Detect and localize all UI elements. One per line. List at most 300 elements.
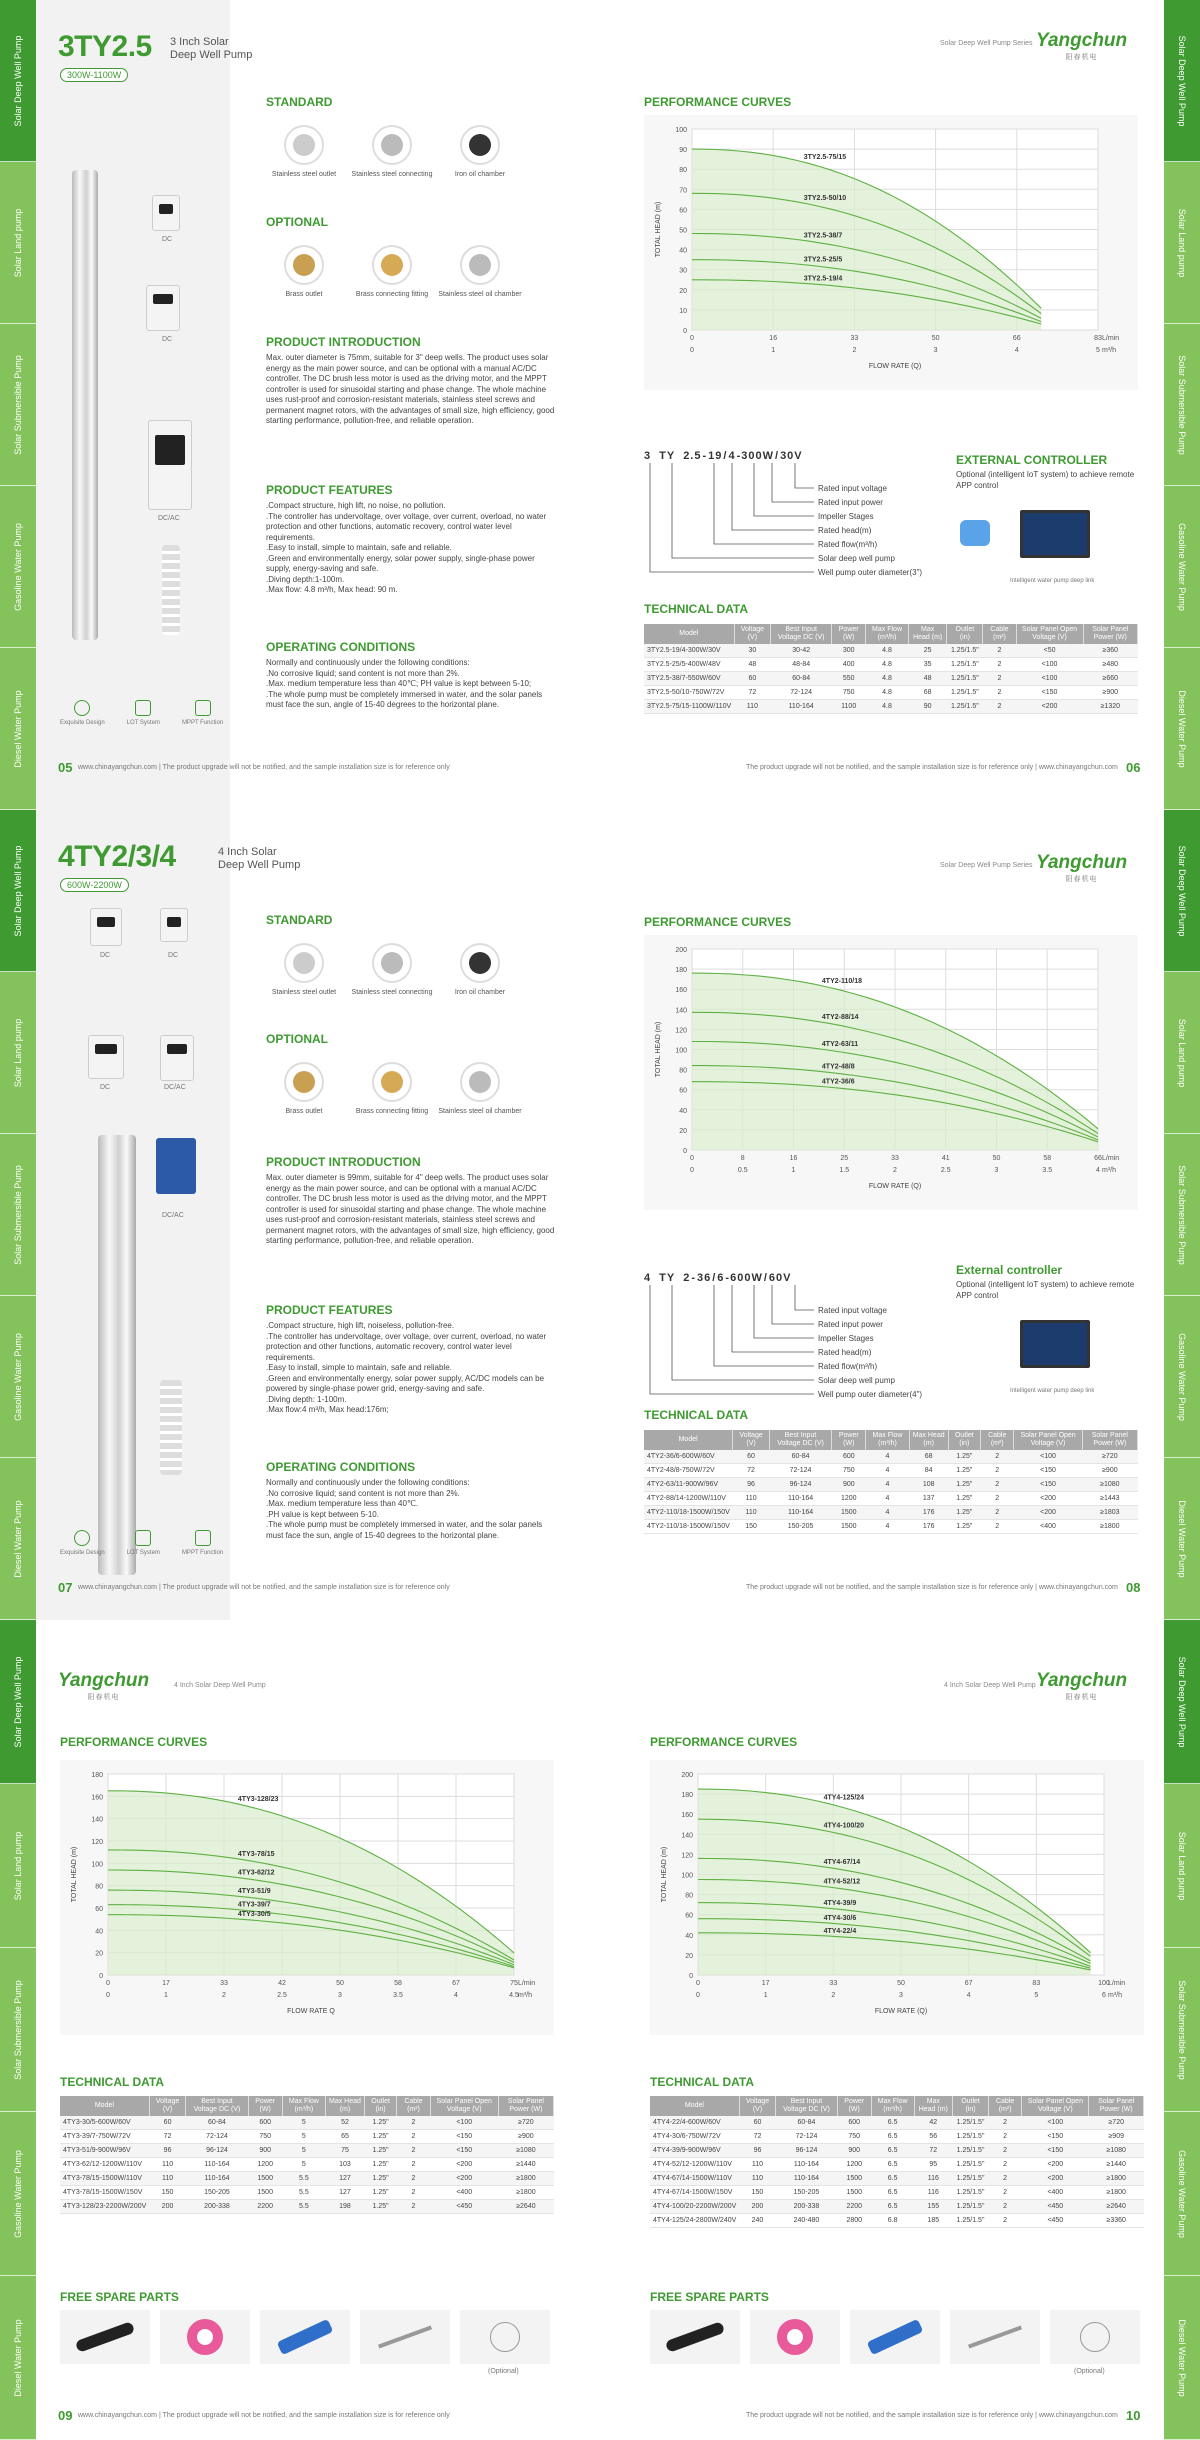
page-number-right: 06 [1126,760,1141,775]
table-cell: 72 [734,686,770,700]
series-label: 4TY4-125/24 [823,1794,865,1802]
side-tab[interactable]: Solar Deep Well Pump [1164,1620,1200,1784]
table-row [650,2158,1144,2172]
optional-heading: OPTIONAL [266,1032,328,1046]
table-cell: 4.8 [866,644,909,658]
side-tab[interactable]: Solar Submersible Pump [1164,1948,1200,2112]
impeller-image [162,545,180,635]
optional-note-left: (Optional) [488,2368,519,2375]
series-label: 4TY2-36/6 [821,1078,855,1086]
table-cell: 4TY3-30/5-600W/60V [60,2116,149,2130]
tech-heading: TECHNICAL DATA [644,1408,748,1422]
dc-controller-image-3 [88,1035,124,1079]
table-cell: ≥1443 [1082,1492,1137,1506]
y-tick-label: 70 [679,187,687,195]
side-tab[interactable]: Solar Deep Well Pump [0,1620,36,1784]
x-axis-title: FLOW RATE (Q) [868,363,922,370]
column-header: Solar Panel Power (W) [1089,2096,1144,2116]
table-cell: 176 [909,1520,948,1534]
table-row [650,2144,1144,2158]
table-cell: <150 [1014,1464,1082,1478]
table-cell: 60-84 [776,2116,838,2130]
table-cell: 900 [837,2144,871,2158]
table-cell: 1.25" [364,2158,396,2172]
column-header: Best Input Voltage DC (V) [771,624,832,644]
table-cell: 2 [397,2130,430,2144]
series-label: 3TY2.5-19/4 [803,275,843,283]
list-item: Solar deep well pump [818,554,895,563]
table-cell: 1.25/1.5" [953,2186,989,2200]
table-cell: <200 [1022,2172,1089,2186]
table-cell: 750 [832,686,866,700]
table-cell: ≥1800 [1082,1520,1137,1534]
side-tab[interactable]: Solar Land pump [1164,1784,1200,1948]
table-cell: 2 [983,686,1016,700]
column-header: Voltage (V) [733,1430,770,1450]
x-tick-label: 3 [338,1992,342,1999]
table-cell: 52 [325,2116,364,2130]
table-cell: 2 [989,2144,1022,2158]
x-unit-label: m³/h [518,1992,532,1999]
side-tabs-right [1164,1620,1200,2440]
performance-chart-4ty3 [60,1760,554,2035]
table-row [650,2130,1144,2144]
table-cell: 4TY2-36/6-600W/60V [644,1450,733,1464]
table-cell: 198 [325,2200,364,2214]
table-cell: 95 [914,2158,953,2172]
y-tick-label: 100 [675,127,687,134]
table-cell: 2 [397,2186,430,2200]
table-cell: 600 [248,2116,282,2130]
table-cell: <200 [1016,700,1083,714]
y-tick-label: 20 [685,1952,693,1960]
table-cell: 6.5 [871,2186,914,2200]
code-part: 3 [644,450,652,462]
spare-heading-left: FREE SPARE PARTS [60,2290,179,2304]
series-label: 4TY3-62/12 [237,1869,275,1877]
column-header: Best Input Voltage DC (V) [186,2096,248,2116]
table-cell: 110-164 [769,1506,831,1520]
list-item: .Max. medium temperature less than 40℃; PH value is kept between 5-10; [266,679,532,688]
table-cell: <400 [430,2186,498,2200]
x-tick-label: 75 [510,1980,518,1987]
side-tab[interactable]: Solar Submersible Pump [0,1134,36,1296]
table-cell: 2 [397,2172,430,2186]
table-cell: 150 [739,2186,775,2200]
list-item: .The controller has undervoltage, over voltage, over current, overload, no water protection and other functions, automatic recovery, control water level requirements. [266,1331,547,1362]
table-cell: 72-124 [769,1464,831,1478]
y-axis-title: TOTAL HEAD (m) [655,201,662,258]
table-cell: 110-164 [769,1492,831,1506]
side-tab[interactable]: Diesel Water Pump [0,1458,36,1620]
x-tick-label: 4 [966,1992,971,1999]
spare-tape-right [750,2310,840,2364]
x-tick-label: 66 [1094,1155,1102,1162]
table-cell: 60 [739,2116,775,2130]
code-part: 30V [780,450,803,462]
spare-sleeve-left [60,2310,150,2364]
series-label-left: 4 Inch Solar Deep Well Pump [174,1682,266,1689]
table-cell: 2 [983,672,1016,686]
table-cell: 600 [837,2116,871,2130]
x-tick-label: 0 [106,1980,110,1987]
table-cell: 4TY4-67/14-1500W/110V [650,2172,739,2186]
table-cell: ≥1800 [498,2186,553,2200]
brand-logo-left: Yangchun 阳春机电 [58,1670,150,1701]
table-row [60,2186,554,2200]
table-cell: 5 [282,2116,325,2130]
iot-icon: LOT System [127,700,160,726]
standard-parts [262,125,522,178]
side-tab[interactable]: Solar Deep Well Pump [1164,0,1200,162]
side-tab[interactable]: Diesel Water Pump [1164,648,1200,810]
side-tab[interactable]: Solar Land pump [1164,162,1200,324]
intro-text: Max. outer diameter is 75mm, suitable for 3" deep wells. The product uses solar energy as the main power source, and can be optional with a manual AC/DC controller. The DC brush less motor is used as the driving motor, and the MPPT controller is used for sinusoidal starting and phase change. The whole machine uses rust-proof and corrosion-resistant materials, stainless steel screws and permanent magnet rotors, with the advantages of small size, high efficiency, good starting performance, pollution-free, and reliable operation. [266,353,555,425]
side-tab[interactable]: Solar Deep Well Pump [0,0,36,162]
table-cell: 103 [325,2158,364,2172]
code-part: -300W [736,450,774,462]
table-row [650,2116,1144,2130]
list-item: .Diving depth: 1-100m. [266,1394,347,1404]
impeller-image [160,1380,182,1475]
y-tick-label: 20 [679,287,687,295]
table-cell: 1.25" [364,2186,396,2200]
x-tick-label: 0 [690,335,694,342]
table-cell: 110 [739,2172,775,2186]
column-header: Model [60,2096,149,2116]
dc-label-3: DC [100,1084,111,1091]
part-stainless-connecting: Stainless steel connecting [350,125,434,178]
table-cell: 30-42 [771,644,832,658]
side-tab[interactable]: Solar Land pump [0,162,36,324]
table-cell: 1.25/1.5" [947,700,983,714]
table-cell: 4 [866,1464,909,1478]
column-header: Solar Panel Power (W) [498,2096,553,2116]
operating-list [266,658,561,711]
model-title: 3TY2.5 [58,30,152,63]
y-tick-label: 180 [91,1772,103,1779]
model-subtitle: 4 Inch Solar Deep Well Pump [218,846,301,871]
x-axis-title: FLOW RATE (Q) [868,1183,922,1190]
table-cell: <100 [1022,2116,1089,2130]
y-tick-label: 200 [681,1772,693,1779]
controller-text: Optional (intelligent IoT system) to achieve remote APP control [956,470,1135,490]
table-cell: 110 [739,2158,775,2172]
side-tab[interactable]: Solar Submersible Pump [0,1948,36,2112]
table-cell: ≥3360 [1089,2214,1144,2228]
table-cell: 110 [149,2158,186,2172]
table-row [650,2186,1144,2200]
y-tick-label: 180 [675,967,687,975]
tech-table-4ty4 [650,2096,1144,2228]
x-tick-label: 50 [336,1980,344,1987]
table-cell: ≥2640 [1089,2200,1144,2214]
side-tab[interactable]: Diesel Water Pump [0,2276,36,2440]
table-cell: 2 [981,1492,1014,1506]
y-tick-label: 140 [681,1832,693,1840]
y-tick-label: 120 [675,1027,687,1035]
side-tab[interactable]: Diesel Water Pump [1164,2276,1200,2440]
code-part: 4 [728,450,736,462]
table-cell: 150 [733,1520,770,1534]
list-item: .The whole pump must be completely immersed in water, and the solar panels must face the sun, angle of 15-40 degrees to the horizontal plane. [266,1520,543,1540]
optional-note-right: (Optional) [1074,2368,1105,2375]
side-tab[interactable]: Solar Land pump [0,972,36,1134]
table-row [60,2158,554,2172]
table-cell: <200 [1014,1492,1082,1506]
dcac-label: DC/AC [158,515,180,522]
list-item: Rated head(m) [818,526,872,535]
code-legend [818,482,922,580]
table-cell: 4TY4-52/12-1200W/110V [650,2158,739,2172]
mppt-icon: MPPT Function [182,700,223,726]
table-cell: 150-205 [186,2186,248,2200]
table-cell: ≥900 [498,2130,553,2144]
x-tick-label: 4 [454,1992,458,1999]
code-part: - [691,1272,696,1284]
table-cell: <100 [430,2116,498,2130]
table-cell: 2200 [837,2200,871,2214]
table-cell: 75 [325,2144,364,2158]
dc-label-2: DC [162,336,173,343]
table-cell: 60 [733,1450,770,1464]
column-header: Solar Panel Open Voltage (V) [1014,1430,1082,1450]
operating-heading: OPERATING CONDITIONS [266,1460,416,1474]
table-cell: 2 [397,2144,430,2158]
table-cell: ≥1440 [498,2158,553,2172]
table-cell: 1.25" [364,2116,396,2130]
y-tick-label: 80 [95,1883,103,1891]
table-cell: 96-124 [769,1478,831,1492]
table-cell: <150 [1022,2130,1089,2144]
x-tick-label: 3.5 [1042,1167,1053,1174]
y-tick-label: 100 [681,1872,693,1880]
column-header: Power (W) [832,1430,866,1450]
side-tab[interactable]: Solar Submersible Pump [0,324,36,486]
table-cell: 96 [733,1478,770,1492]
table-cell: 30 [734,644,770,658]
pump-image [98,1135,136,1575]
brand-logo: Yangchun 阳春机电 [1036,30,1128,61]
x-tick-label: 58 [394,1980,402,1987]
side-tab[interactable]: Gasoline Water Pump [1164,486,1200,648]
code-part: 2.5 [683,450,702,462]
list-item: .No corrosive liquid; sand content is not more than 2%. [266,668,460,678]
table-cell: 2200 [248,2200,282,2214]
column-header: Max Head (m) [325,2096,364,2116]
table-cell: 60-84 [771,672,832,686]
x-tick-label: 67 [452,1980,460,1987]
x-tick-label: 16 [769,335,778,342]
table-row [644,1464,1138,1478]
spare-heading-right: FREE SPARE PARTS [650,2290,769,2304]
x-unit-label: L/min [1108,1980,1126,1987]
side-tab[interactable]: Gasoline Water Pump [0,486,36,648]
code-part: TY [659,1272,676,1284]
table-cell: 150-205 [769,1520,831,1534]
list-item: Normally and continuously under the following conditions: [266,1478,470,1487]
table-cell: 4 [866,1450,909,1464]
x-tick-label: 8 [740,1155,745,1162]
column-header: Cable (m²) [989,2096,1022,2116]
mppt-icon: MPPT Function [182,1530,223,1556]
table-cell: 25 [908,644,947,658]
table-cell: 150 [149,2186,186,2200]
x-tick-label: 2.5 [940,1167,951,1174]
table-cell: 4 [866,1478,909,1492]
list-item: Rated flow(m³/h) [818,540,878,549]
y-tick-label: 20 [679,1127,687,1135]
table-cell: 1.25/1.5" [953,2116,989,2130]
table-cell: 5.5 [282,2186,325,2200]
side-tab[interactable]: Gasoline Water Pump [0,1296,36,1458]
column-header: Outlet (in) [947,624,983,644]
side-tabs-right [1164,810,1200,1620]
code-part: 36 [696,1272,712,1284]
tech-heading: TECHNICAL DATA [644,602,748,616]
table-cell: <100 [1016,672,1083,686]
table-cell: 1500 [837,2172,871,2186]
code-leaders [644,460,814,580]
table-cell: 110 [734,700,770,714]
x-tick-label: 0 [106,1992,110,1999]
table-cell: 4TY2-110/18-1500W/150V [644,1520,733,1534]
code-part: / [763,1272,768,1284]
table-row [650,2172,1144,2186]
x-tick-label: 1 [771,347,776,354]
x-tick-label: 50 [992,1155,1001,1162]
x-tick-label: 50 [931,335,940,342]
side-tab[interactable]: Gasoline Water Pump [1164,2112,1200,2276]
list-item: Well pump outer diameter(3") [818,568,923,577]
x-tick-label: 83 [1032,1980,1041,1987]
dc-controller-image-2 [146,285,180,331]
series-label: 4TY3-78/15 [237,1850,275,1858]
x-tick-label: 3 [899,1992,903,1999]
brand-logo-right: Yangchun 阳春机电 [1036,1670,1128,1701]
side-tab[interactable]: Solar Land pump [0,1784,36,1948]
table-cell: ≥1800 [1089,2172,1144,2186]
x-tick-label: 0 [690,347,694,354]
table-cell: ≥720 [1082,1450,1137,1464]
table-cell: <200 [430,2158,498,2172]
table-cell: 3TY2.5-25/5-400W/48V [644,658,734,672]
column-header: Max Flow (m³/h) [282,2096,325,2116]
table-cell: 6.5 [871,2172,914,2186]
dcac-controller-image [160,1035,194,1081]
part-stainless-connecting: Stainless steel connecting [350,943,434,996]
x-tick-label: 2 [893,1167,897,1174]
footer-right: The product upgrade will not be notified, and the sample installation size is for reference only | www.chinayangchun.com [746,764,1118,771]
x-tick-label: 0 [690,1155,694,1162]
side-tab[interactable]: Diesel Water Pump [1164,1458,1200,1620]
side-tab[interactable]: Diesel Water Pump [0,648,36,810]
table-row [650,2200,1144,2214]
side-tab[interactable]: Solar Submersible Pump [1164,324,1200,486]
column-header: Outlet (in) [953,2096,989,2116]
spread-4ty2 [0,810,1200,1620]
code-part: -600W [725,1272,763,1284]
side-tab[interactable]: Solar Submersible Pump [1164,1134,1200,1296]
side-tab[interactable]: Solar Deep Well Pump [1164,810,1200,972]
perf-heading: PERFORMANCE CURVES [644,915,792,929]
page-number-left: 07 [58,1580,73,1595]
y-tick-label: 80 [685,1892,693,1900]
table-cell: 4TY2-88/14-1200W/110V [644,1492,733,1506]
dc-label: DC [162,236,173,243]
side-tab[interactable]: Solar Land pump [1164,972,1200,1134]
list-item: .PH value is kept between 5-10. [266,1509,379,1519]
table-cell: 1.25" [948,1492,980,1506]
series-label: 4TY2-48/8 [821,1063,855,1071]
perf-heading: PERFORMANCE CURVES [644,95,792,109]
tech-heading-left: TECHNICAL DATA [60,2075,164,2089]
series-label: 3TY2.5-25/5 [803,256,843,264]
table-cell: 56 [914,2130,953,2144]
features-heading: PRODUCT FEATURES [266,1303,393,1317]
table-cell: 2 [983,644,1016,658]
side-tabs-left [0,810,36,1620]
series-label: Solar Deep Well Pump Series [940,40,1033,47]
table-cell: 110-164 [771,700,832,714]
x-tick-label: 1 [164,1992,168,1999]
table-cell: ≥720 [1089,2116,1144,2130]
x-tick-label: 50 [897,1980,905,1987]
dcac-controller-blue-image [156,1138,196,1194]
model-subtitle: 3 Inch Solar Deep Well Pump [170,36,253,61]
table-cell: 4.8 [866,658,909,672]
list-item: .Max flow: 4.8 m³/h, Max head: 90 m. [266,585,398,594]
table-cell: 5 [282,2130,325,2144]
operating-heading: OPERATING CONDITIONS [266,640,416,654]
footer-right: The product upgrade will not be notified, and the sample installation size is for reference only | www.chinayangchun.com [746,1584,1118,1591]
table-row [644,658,1138,672]
table-cell: 1.25" [364,2144,396,2158]
table-row [644,1492,1138,1506]
table-cell: 35 [908,658,947,672]
column-header: Solar Panel Open Voltage (V) [430,2096,498,2116]
table-cell: 200-338 [776,2200,838,2214]
table-cell: <150 [430,2130,498,2144]
side-tab[interactable]: Gasoline Water Pump [0,2112,36,2276]
table-cell: 200 [739,2200,775,2214]
series-label: 4TY3-51/9 [237,1888,271,1896]
x-tick-label: 16 [789,1155,798,1162]
page-number-left: 05 [58,760,73,775]
table-cell: 1.25" [364,2172,396,2186]
power-range-badge: 300W-1100W [60,68,128,82]
code-part: / [775,450,780,462]
controller-heading: EXTERNAL CONTROLLER [956,453,1108,467]
table-cell: 5 [282,2158,325,2172]
column-header: Solar Panel Power (W) [1083,624,1137,644]
table-row [60,2200,554,2214]
side-tab[interactable]: Solar Deep Well Pump [0,810,36,972]
y-tick-label: 0 [683,328,687,335]
table-cell: 1500 [832,1506,866,1520]
table-cell: 110 [733,1492,770,1506]
x-tick-label: 6 [1102,1992,1106,1999]
x-tick-label: 0 [696,1980,700,1987]
side-tab[interactable]: Gasoline Water Pump [1164,1296,1200,1458]
table-cell: 110-164 [776,2158,838,2172]
y-axis-title: TOTAL HEAD (m) [71,1846,78,1903]
code-part: TY [659,450,676,462]
series-label: 4TY3-39/7 [237,1901,271,1909]
table-cell: ≥1800 [1089,2186,1144,2200]
optional-heading: OPTIONAL [266,215,328,229]
x-tick-label: 100 [1098,1980,1110,1987]
